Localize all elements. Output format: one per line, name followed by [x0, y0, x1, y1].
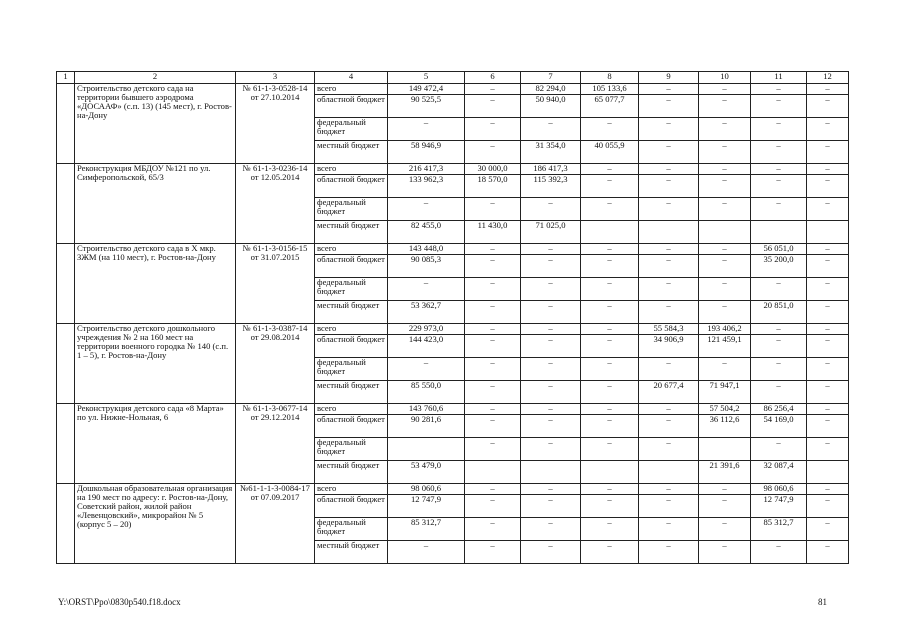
value-cell: – — [521, 301, 581, 324]
value-cell: – — [807, 84, 849, 95]
funding-source: областной бюджет — [315, 415, 388, 438]
value-cell: – — [639, 518, 699, 541]
value-cell: 229 973,0 — [388, 324, 465, 335]
value-cell: – — [521, 324, 581, 335]
value-cell: – — [751, 118, 807, 141]
value-cell: – — [639, 198, 699, 221]
value-cell: – — [465, 358, 521, 381]
row-number-cell — [57, 484, 75, 564]
row-number-cell — [57, 84, 75, 164]
value-cell: – — [751, 335, 807, 358]
value-cell: – — [581, 175, 639, 198]
value-cell: – — [807, 95, 849, 118]
value-cell: 85 312,7 — [388, 518, 465, 541]
value-cell: – — [639, 255, 699, 278]
value-cell: 186 417,3 — [521, 164, 581, 175]
funding-source: областной бюджет — [315, 495, 388, 518]
project-name: Строительство детского дошкольного учреждения № 2 на 160 мест на территории военного городка № 140 (с.п. 1 – 5), г. Ростов-на-Дону — [75, 324, 236, 404]
value-cell: 216 417,3 — [388, 164, 465, 175]
value-cell: – — [751, 198, 807, 221]
value-cell: – — [521, 335, 581, 358]
value-cell: – — [699, 118, 751, 141]
document-date: от 29.12.2014 — [250, 412, 300, 422]
value-cell: 71 947,1 — [699, 381, 751, 404]
value-cell: – — [639, 164, 699, 175]
value-cell: – — [521, 118, 581, 141]
value-cell: 85 550,0 — [388, 381, 465, 404]
value-cell — [751, 221, 807, 244]
funding-source: федеральный бюджет — [315, 198, 388, 221]
value-cell: 31 354,0 — [521, 141, 581, 164]
value-cell: – — [465, 118, 521, 141]
value-cell: – — [639, 404, 699, 415]
funding-source: областной бюджет — [315, 175, 388, 198]
value-cell: – — [807, 358, 849, 381]
value-cell: 57 504,2 — [699, 404, 751, 415]
value-cell: – — [465, 404, 521, 415]
value-cell: – — [521, 541, 581, 564]
table-row — [57, 404, 849, 415]
document-cell — [236, 324, 315, 404]
value-cell: – — [751, 278, 807, 301]
value-cell: – — [465, 438, 521, 461]
value-cell — [581, 461, 639, 484]
value-cell — [388, 438, 465, 461]
value-cell: – — [388, 541, 465, 564]
value-cell: – — [581, 404, 639, 415]
value-cell — [699, 221, 751, 244]
value-cell: – — [388, 358, 465, 381]
value-cell: – — [699, 175, 751, 198]
value-cell: – — [388, 198, 465, 221]
value-cell: – — [699, 495, 751, 518]
value-cell: – — [639, 541, 699, 564]
column-number-4: 4 — [315, 72, 388, 84]
value-cell: – — [521, 404, 581, 415]
value-cell: – — [581, 438, 639, 461]
value-cell: – — [699, 278, 751, 301]
value-cell: 90 281,6 — [388, 415, 465, 438]
document-date: от 31.07.2015 — [250, 252, 300, 262]
value-cell: – — [581, 381, 639, 404]
funding-source: всего — [315, 84, 388, 95]
value-cell: 105 133,6 — [581, 84, 639, 95]
row-number-cell — [57, 244, 75, 324]
value-cell: – — [581, 324, 639, 335]
value-cell: – — [699, 244, 751, 255]
document-date: от 29.08.2014 — [250, 332, 300, 342]
value-cell: 71 025,0 — [521, 221, 581, 244]
value-cell: – — [807, 518, 849, 541]
value-cell: – — [521, 484, 581, 495]
document-date: от 12.05.2014 — [250, 172, 300, 182]
value-cell: – — [639, 118, 699, 141]
funding-source: федеральный бюджет — [315, 438, 388, 461]
value-cell: – — [807, 324, 849, 335]
value-cell: – — [751, 164, 807, 175]
value-cell: – — [639, 95, 699, 118]
column-number-8: 8 — [581, 72, 639, 84]
value-cell: – — [465, 95, 521, 118]
document-number: № 61-1-3-0387-14 — [242, 323, 308, 333]
value-cell: – — [581, 518, 639, 541]
column-number-6: 6 — [465, 72, 521, 84]
funding-source: местный бюджет — [315, 221, 388, 244]
value-cell: – — [751, 438, 807, 461]
value-cell: 144 423,0 — [388, 335, 465, 358]
value-cell: – — [581, 484, 639, 495]
value-cell: – — [639, 484, 699, 495]
column-number-3: 3 — [236, 72, 315, 84]
document-cell — [236, 484, 315, 564]
document-cell — [236, 244, 315, 324]
funding-source: всего — [315, 404, 388, 415]
value-cell: 133 962,3 — [388, 175, 465, 198]
value-cell: 12 747,9 — [751, 495, 807, 518]
value-cell: 193 406,2 — [699, 324, 751, 335]
funding-source: федеральный бюджет — [315, 278, 388, 301]
value-cell: – — [581, 118, 639, 141]
value-cell: 143 448,0 — [388, 244, 465, 255]
value-cell: – — [465, 541, 521, 564]
value-cell: – — [521, 518, 581, 541]
value-cell: – — [699, 484, 751, 495]
funding-source: федеральный бюджет — [315, 518, 388, 541]
value-cell: – — [699, 358, 751, 381]
value-cell: 86 256,4 — [751, 404, 807, 415]
value-cell: – — [521, 198, 581, 221]
value-cell: – — [581, 541, 639, 564]
value-cell: 20 851,0 — [751, 301, 807, 324]
value-cell: – — [639, 495, 699, 518]
value-cell: – — [581, 358, 639, 381]
value-cell: – — [639, 278, 699, 301]
value-cell: 32 087,4 — [751, 461, 807, 484]
value-cell: – — [639, 175, 699, 198]
document-cell — [236, 84, 315, 164]
value-cell: – — [581, 301, 639, 324]
value-cell: – — [699, 301, 751, 324]
value-cell: – — [581, 278, 639, 301]
value-cell: – — [639, 438, 699, 461]
value-cell: – — [807, 164, 849, 175]
value-cell: – — [521, 358, 581, 381]
value-cell: – — [521, 438, 581, 461]
value-cell — [639, 221, 699, 244]
value-cell: 90 085,3 — [388, 255, 465, 278]
value-cell: – — [639, 244, 699, 255]
value-cell: 58 946,9 — [388, 141, 465, 164]
value-cell — [699, 438, 751, 461]
value-cell: 121 459,1 — [699, 335, 751, 358]
value-cell: 20 677,4 — [639, 381, 699, 404]
value-cell: – — [581, 335, 639, 358]
value-cell: – — [465, 518, 521, 541]
value-cell: 30 000,0 — [465, 164, 521, 175]
value-cell: – — [807, 301, 849, 324]
value-cell: 53 362,7 — [388, 301, 465, 324]
value-cell: – — [807, 198, 849, 221]
column-number-12: 12 — [807, 72, 849, 84]
value-cell: – — [581, 198, 639, 221]
value-cell: – — [639, 358, 699, 381]
document-number: №61-1-1-3-0084-17 — [240, 483, 310, 493]
value-cell: – — [388, 118, 465, 141]
value-cell: 18 570,0 — [465, 175, 521, 198]
value-cell: – — [807, 404, 849, 415]
value-cell: – — [521, 495, 581, 518]
value-cell: – — [465, 381, 521, 404]
value-cell: – — [807, 484, 849, 495]
funding-source: местный бюджет — [315, 461, 388, 484]
value-cell: – — [699, 541, 751, 564]
value-cell: – — [639, 141, 699, 164]
value-cell: – — [639, 301, 699, 324]
value-cell — [581, 221, 639, 244]
funding-source: всего — [315, 164, 388, 175]
funding-source: областной бюджет — [315, 255, 388, 278]
document-number: № 61-1-3-0677-14 — [242, 403, 308, 413]
value-cell: – — [465, 415, 521, 438]
project-name: Дошкольная образовательная организация на 190 мест по адресу: г. Ростов-на-Дону, Советский район, жилой район «Левенцовский», микрорайон № 5 (корпус 5 – 20) — [75, 484, 236, 564]
table-row — [57, 84, 849, 95]
value-cell: 98 060,6 — [388, 484, 465, 495]
funding-source: федеральный бюджет — [315, 118, 388, 141]
value-cell: – — [807, 118, 849, 141]
funding-source: всего — [315, 484, 388, 495]
value-cell: – — [751, 381, 807, 404]
funding-source: областной бюджет — [315, 335, 388, 358]
value-cell: 65 077,7 — [581, 95, 639, 118]
column-number-10: 10 — [699, 72, 751, 84]
value-cell: – — [807, 438, 849, 461]
value-cell: – — [465, 484, 521, 495]
value-cell — [465, 461, 521, 484]
project-name: Реконструкция МБДОУ №121 по ул. Симферопольской, 65/3 — [75, 164, 236, 244]
value-cell: 56 051,0 — [751, 244, 807, 255]
document-cell — [236, 164, 315, 244]
value-cell: – — [465, 278, 521, 301]
table-row — [57, 484, 849, 495]
column-number-1: 1 — [57, 72, 75, 84]
value-cell: – — [521, 278, 581, 301]
value-cell: 98 060,6 — [751, 484, 807, 495]
value-cell: – — [751, 141, 807, 164]
value-cell: – — [807, 541, 849, 564]
funding-source: всего — [315, 324, 388, 335]
value-cell: – — [751, 324, 807, 335]
value-cell: – — [751, 175, 807, 198]
value-cell: – — [751, 84, 807, 95]
value-cell: 11 430,0 — [465, 221, 521, 244]
value-cell: – — [465, 255, 521, 278]
value-cell: – — [465, 84, 521, 95]
value-cell: 21 391,6 — [699, 461, 751, 484]
funding-source: всего — [315, 244, 388, 255]
column-number-7: 7 — [521, 72, 581, 84]
value-cell: 53 479,0 — [388, 461, 465, 484]
value-cell: – — [465, 301, 521, 324]
value-cell: 55 584,3 — [639, 324, 699, 335]
value-cell — [639, 461, 699, 484]
value-cell — [521, 461, 581, 484]
funding-source: федеральный бюджет — [315, 358, 388, 381]
funding-source: местный бюджет — [315, 141, 388, 164]
value-cell: – — [699, 84, 751, 95]
footer-page-number: 81 — [818, 597, 827, 607]
value-cell: – — [807, 175, 849, 198]
value-cell: 90 525,5 — [388, 95, 465, 118]
column-number-11: 11 — [751, 72, 807, 84]
project-name: Строительство детского сада в Х мкр. ЗЖМ (на 110 мест), г. Ростов-на-Дону — [75, 244, 236, 324]
budget-table — [56, 71, 849, 564]
value-cell: – — [521, 244, 581, 255]
value-cell: – — [465, 495, 521, 518]
column-number-9: 9 — [639, 72, 699, 84]
value-cell: – — [465, 244, 521, 255]
value-cell: 40 055,9 — [581, 141, 639, 164]
value-cell: – — [699, 255, 751, 278]
value-cell — [807, 461, 849, 484]
value-cell: – — [751, 358, 807, 381]
value-cell: 54 169,0 — [751, 415, 807, 438]
value-cell: 36 112,6 — [699, 415, 751, 438]
column-number-5: 5 — [388, 72, 465, 84]
value-cell: 35 200,0 — [751, 255, 807, 278]
column-number-2: 2 — [75, 72, 236, 84]
table-row — [57, 244, 849, 255]
value-cell — [807, 221, 849, 244]
table-row — [57, 164, 849, 175]
row-number-cell — [57, 404, 75, 484]
value-cell: 12 747,9 — [388, 495, 465, 518]
value-cell: – — [751, 95, 807, 118]
value-cell: – — [807, 415, 849, 438]
value-cell: – — [699, 164, 751, 175]
document-cell — [236, 404, 315, 484]
document-number: № 61-1-3-0528-14 — [242, 83, 308, 93]
value-cell: – — [581, 495, 639, 518]
value-cell: – — [388, 278, 465, 301]
value-cell: 50 940,0 — [521, 95, 581, 118]
value-cell: – — [699, 198, 751, 221]
value-cell: – — [521, 255, 581, 278]
value-cell: – — [807, 255, 849, 278]
value-cell: – — [639, 84, 699, 95]
value-cell: – — [699, 141, 751, 164]
funding-source: местный бюджет — [315, 301, 388, 324]
value-cell: – — [521, 381, 581, 404]
row-number-cell — [57, 324, 75, 404]
document-number: № 61-1-3-0156-15 — [242, 243, 308, 253]
document-number: № 61-1-3-0236-14 — [242, 163, 308, 173]
value-cell: – — [807, 495, 849, 518]
value-cell: – — [465, 324, 521, 335]
row-number-cell — [57, 164, 75, 244]
value-cell: – — [699, 95, 751, 118]
value-cell: – — [581, 255, 639, 278]
value-cell: – — [699, 518, 751, 541]
funding-source: местный бюджет — [315, 381, 388, 404]
value-cell: 149 472,4 — [388, 84, 465, 95]
value-cell: 143 760,6 — [388, 404, 465, 415]
funding-source: местный бюджет — [315, 541, 388, 564]
value-cell: – — [465, 141, 521, 164]
value-cell: – — [521, 415, 581, 438]
footer-file-path: Y:\ORST\Ppo\0830p540.f18.docx — [58, 597, 181, 607]
value-cell: – — [581, 244, 639, 255]
value-cell: – — [807, 278, 849, 301]
funding-source: областной бюджет — [315, 95, 388, 118]
project-name: Строительство детского сада на территории бывшего аэродрома «ДОСААФ» (с.п. 13) (145 мест), г. Ростов-на-Дону — [75, 84, 236, 164]
value-cell: – — [581, 415, 639, 438]
value-cell: – — [581, 164, 639, 175]
value-cell: – — [639, 415, 699, 438]
value-cell: – — [465, 198, 521, 221]
value-cell: – — [807, 381, 849, 404]
value-cell: – — [751, 541, 807, 564]
value-cell: 82 294,0 — [521, 84, 581, 95]
header-row — [57, 72, 849, 84]
project-name: Реконструкция детского сада «8 Марта» по ул. Нижне-Нольная, 6 — [75, 404, 236, 484]
value-cell: – — [465, 335, 521, 358]
value-cell: 115 392,3 — [521, 175, 581, 198]
document-date: от 07.09.2017 — [250, 492, 300, 502]
value-cell: 82 455,0 — [388, 221, 465, 244]
value-cell: 85 312,7 — [751, 518, 807, 541]
value-cell: – — [807, 335, 849, 358]
document-date: от 27.10.2014 — [250, 92, 300, 102]
value-cell: – — [807, 244, 849, 255]
table-row — [57, 324, 849, 335]
value-cell: 34 906,9 — [639, 335, 699, 358]
value-cell: – — [807, 141, 849, 164]
